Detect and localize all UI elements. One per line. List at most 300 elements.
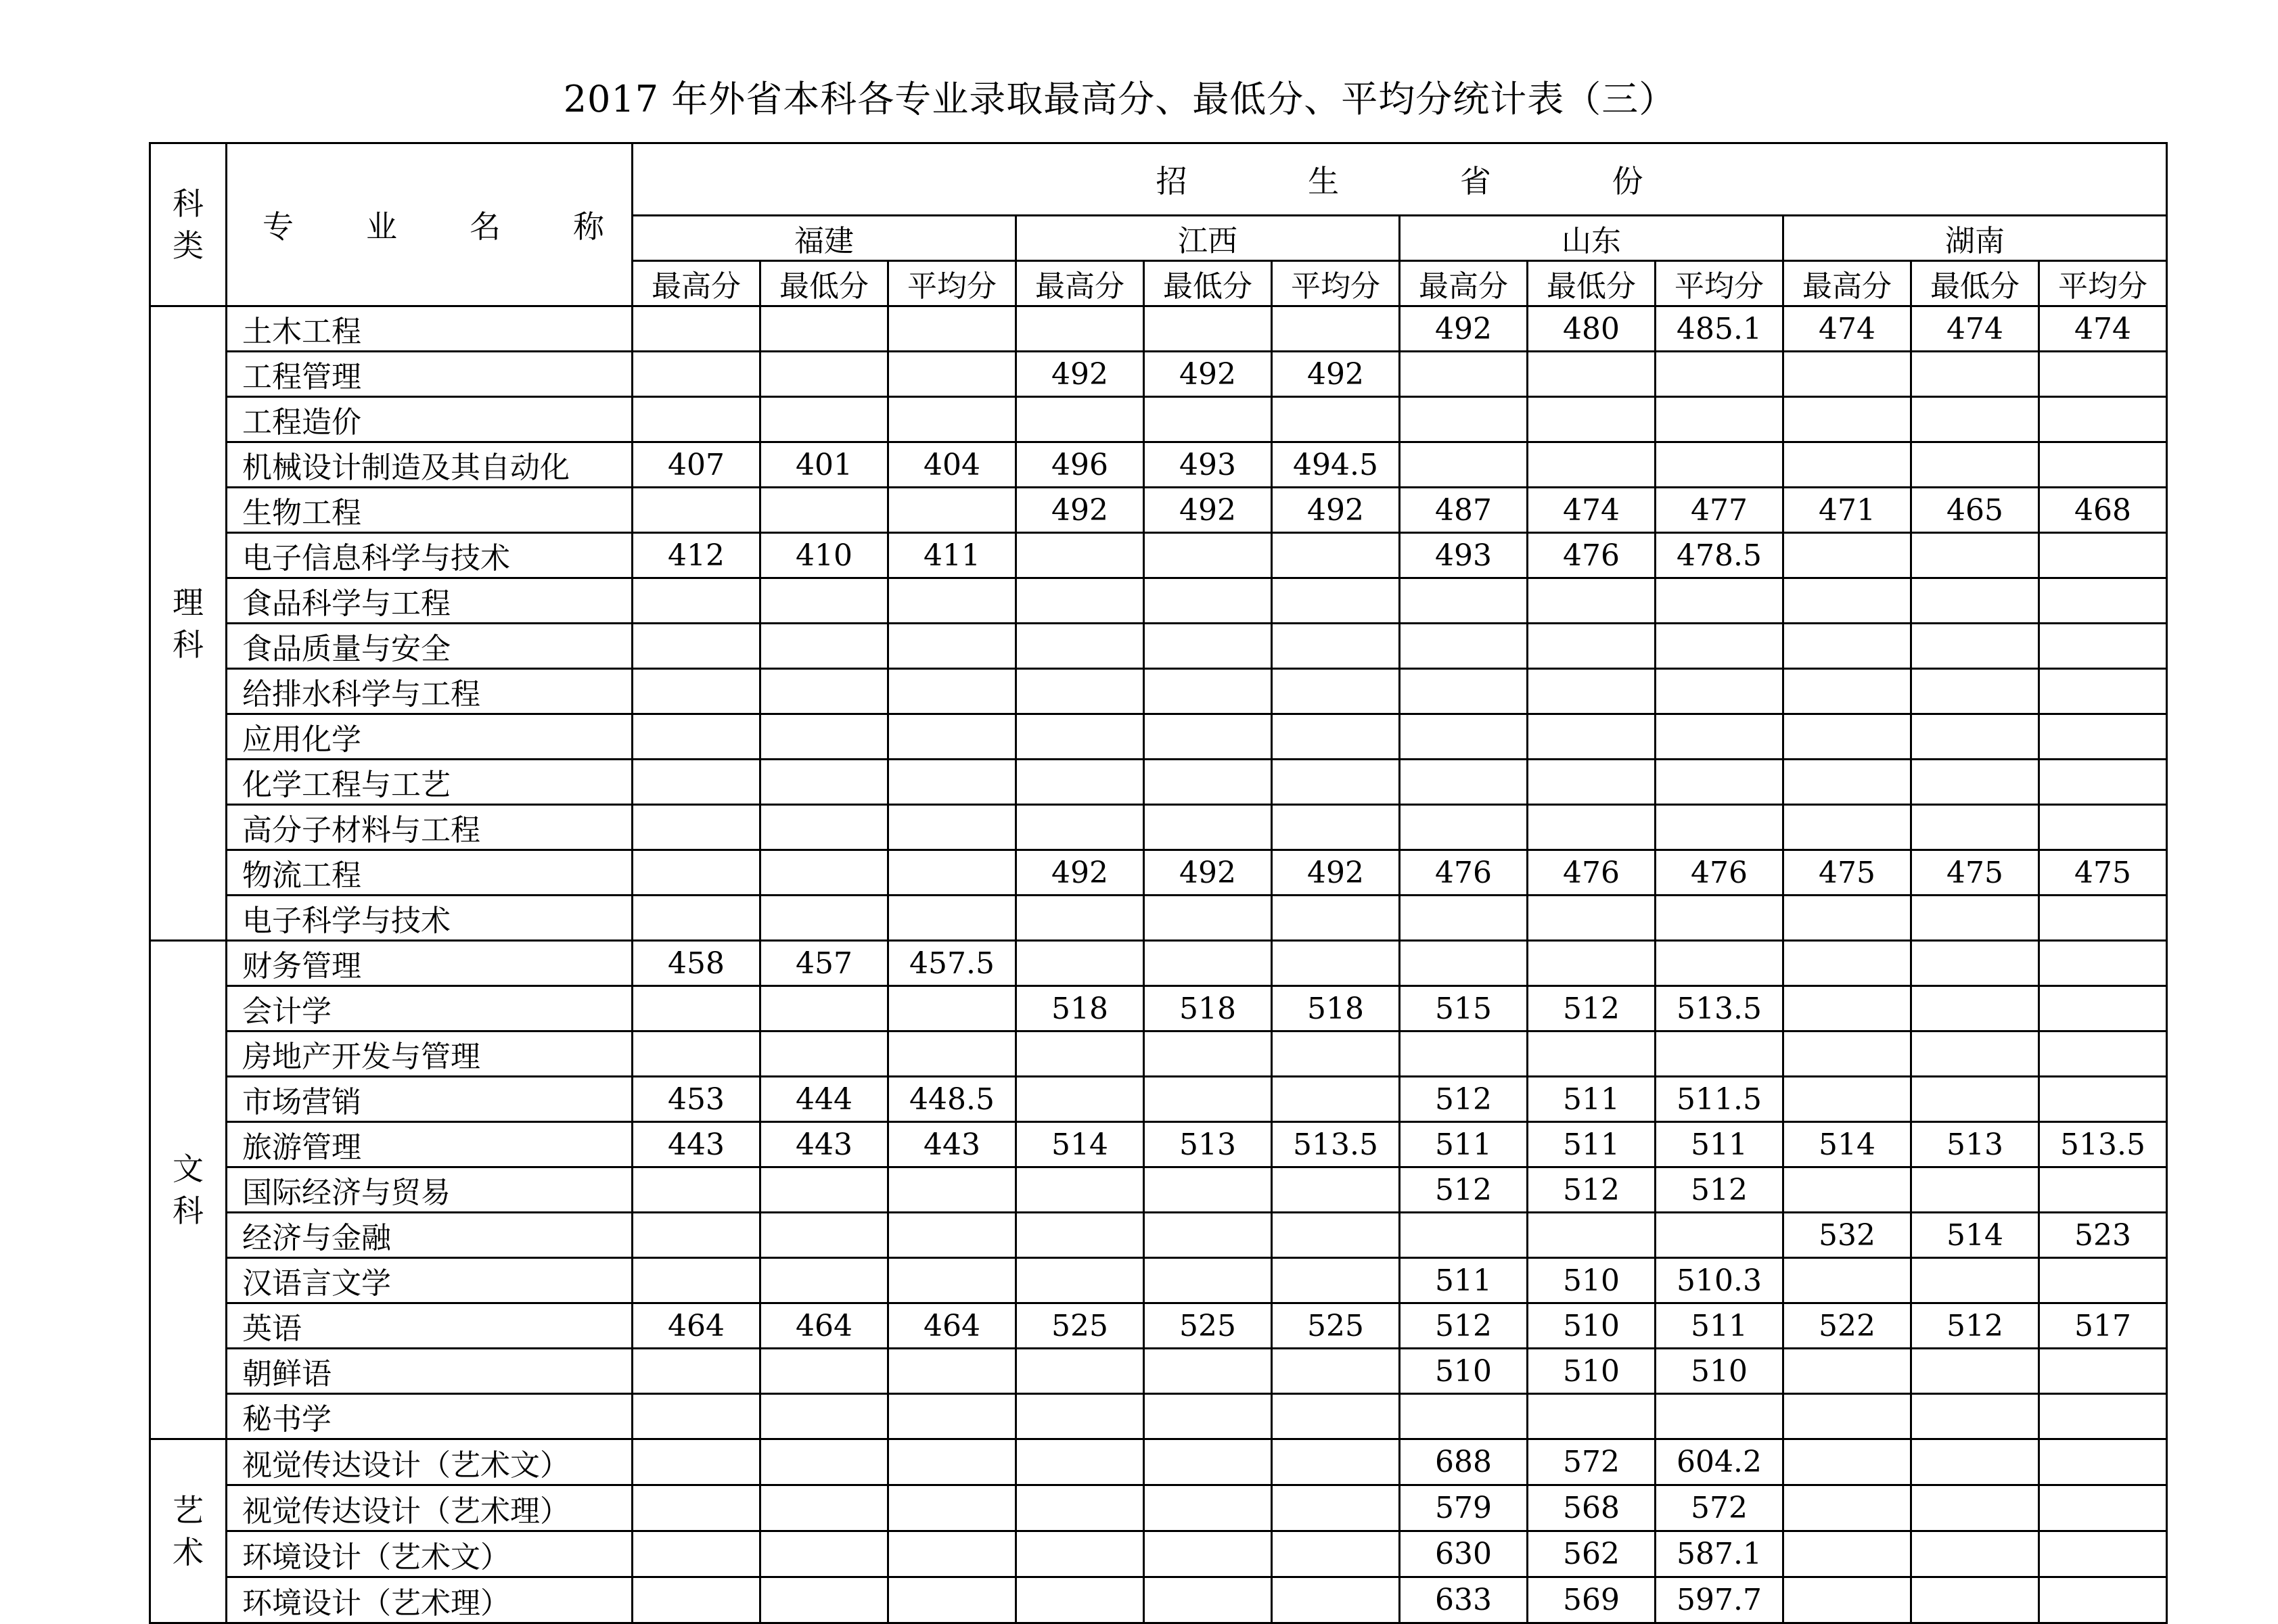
score-cell — [1144, 1213, 1272, 1258]
major-name-cell: 市场营销 — [227, 1077, 633, 1122]
score-cell: 512 — [1400, 1167, 1528, 1213]
category-label: 文科 — [173, 1151, 204, 1229]
score-cell: 493 — [1144, 442, 1272, 488]
table-row — [150, 488, 2167, 533]
score-cell — [1783, 669, 1911, 714]
score-cell — [1272, 760, 1400, 805]
score-cell: 572 — [1528, 1439, 1656, 1485]
score-cell: 604.2 — [1656, 1439, 1783, 1485]
score-cell — [1911, 669, 2039, 714]
score-cell — [1144, 1258, 1272, 1303]
table-row — [150, 805, 2167, 850]
category-cell — [150, 1439, 227, 1623]
table-row — [150, 896, 2167, 941]
score-cell — [1783, 714, 1911, 760]
score-cell — [2039, 941, 2167, 986]
score-cell — [1783, 1485, 1911, 1531]
score-cell — [2039, 986, 2167, 1031]
score-cell — [2039, 1485, 2167, 1531]
score-cell — [1656, 442, 1783, 488]
major-name-cell: 秘书学 — [227, 1394, 633, 1439]
table-row — [150, 1531, 2167, 1577]
score-cell — [1144, 896, 1272, 941]
score-cell — [1656, 1031, 1783, 1077]
score-cell — [888, 397, 1016, 442]
score-cell: 476 — [1528, 533, 1656, 578]
score-cell: 525 — [1016, 1303, 1144, 1349]
score-cell: 512 — [1656, 1167, 1783, 1213]
score-cell: 511 — [1400, 1258, 1528, 1303]
score-cell — [1144, 1439, 1272, 1485]
table-row — [150, 306, 2167, 352]
score-cell — [760, 714, 888, 760]
score-cell — [1400, 896, 1528, 941]
score-cell: 494.5 — [1272, 442, 1400, 488]
score-cell — [888, 1394, 1016, 1439]
score-cell — [633, 1349, 760, 1394]
score-cell: 443 — [888, 1122, 1016, 1167]
score-cell — [888, 896, 1016, 941]
score-cell — [1272, 714, 1400, 760]
score-cell — [760, 624, 888, 669]
score-cell: 514 — [1016, 1122, 1144, 1167]
score-cell — [1656, 805, 1783, 850]
score-cell — [888, 306, 1016, 352]
score-cell — [1400, 1031, 1528, 1077]
score-cell — [2039, 1439, 2167, 1485]
score-cell: 522 — [1783, 1303, 1911, 1349]
score-cell — [888, 714, 1016, 760]
score-cell — [1272, 1577, 1400, 1623]
score-cell: 457 — [760, 941, 888, 986]
score-cell: 515 — [1400, 986, 1528, 1031]
score-cell: 512 — [1911, 1303, 2039, 1349]
score-cell — [2039, 714, 2167, 760]
score-cell — [1400, 805, 1528, 850]
score-cell — [760, 1258, 888, 1303]
table-row — [150, 941, 2167, 986]
score-cell — [1783, 896, 1911, 941]
score-cell: 562 — [1528, 1531, 1656, 1577]
score-cell — [1783, 805, 1911, 850]
score-cell — [1400, 578, 1528, 624]
major-name-cell: 食品质量与安全 — [227, 624, 633, 669]
score-cell — [1911, 1167, 2039, 1213]
score-cell — [633, 896, 760, 941]
score-cell: 512 — [1528, 986, 1656, 1031]
table-row — [150, 1485, 2167, 1531]
score-cell — [1911, 1349, 2039, 1394]
score-cell — [888, 1439, 1016, 1485]
score-cell: 475 — [1911, 850, 2039, 896]
score-cell — [1272, 1167, 1400, 1213]
score-label-max: 最高分 — [1016, 261, 1144, 306]
score-cell: 492 — [1144, 352, 1272, 397]
score-cell — [1528, 760, 1656, 805]
score-cell — [1016, 533, 1144, 578]
score-cell — [1016, 1213, 1144, 1258]
score-cell: 475 — [1783, 850, 1911, 896]
major-name-cell: 工程造价 — [227, 397, 633, 442]
score-cell — [888, 805, 1016, 850]
score-cell — [1528, 896, 1656, 941]
score-cell — [633, 669, 760, 714]
score-cell — [1400, 442, 1528, 488]
score-cell: 510 — [1528, 1349, 1656, 1394]
score-cell — [2039, 669, 2167, 714]
score-cell — [1656, 397, 1783, 442]
score-cell — [1783, 1349, 1911, 1394]
major-name-cell: 旅游管理 — [227, 1122, 633, 1167]
score-cell — [633, 850, 760, 896]
score-label-avg: 平均分 — [888, 261, 1016, 306]
score-cell — [1016, 805, 1144, 850]
score-cell — [1528, 669, 1656, 714]
score-cell — [1656, 1213, 1783, 1258]
score-cell: 471 — [1783, 488, 1911, 533]
score-cell — [1528, 442, 1656, 488]
score-cell — [2039, 1531, 2167, 1577]
score-cell — [1783, 941, 1911, 986]
score-cell — [1400, 397, 1528, 442]
score-cell — [1272, 1485, 1400, 1531]
score-cell — [1144, 941, 1272, 986]
major-header-char: 专 — [263, 208, 294, 245]
score-cell: 513.5 — [2039, 1122, 2167, 1167]
score-cell — [633, 488, 760, 533]
score-cell — [760, 397, 888, 442]
score-cell — [1272, 533, 1400, 578]
score-cell: 518 — [1016, 986, 1144, 1031]
score-cell — [1272, 306, 1400, 352]
score-cell: 411 — [888, 533, 1016, 578]
table-row — [150, 669, 2167, 714]
score-cell — [1528, 578, 1656, 624]
score-cell: 511.5 — [1656, 1077, 1783, 1122]
score-cell — [1016, 1531, 1144, 1577]
table-row — [150, 1122, 2167, 1167]
score-cell — [2039, 1577, 2167, 1623]
score-cell — [1144, 669, 1272, 714]
score-cell — [633, 986, 760, 1031]
score-cell: 404 — [888, 442, 1016, 488]
score-cell: 444 — [760, 1077, 888, 1122]
score-cell — [1016, 1077, 1144, 1122]
score-cell: 464 — [888, 1303, 1016, 1349]
score-cell — [1016, 1485, 1144, 1531]
category-label: 理科 — [173, 584, 204, 663]
score-cell — [760, 1485, 888, 1531]
score-cell — [1783, 760, 1911, 805]
score-cell — [1528, 805, 1656, 850]
score-cell — [1272, 1213, 1400, 1258]
score-cell — [1144, 397, 1272, 442]
score-cell — [2039, 1167, 2167, 1213]
score-label-min: 最低分 — [1911, 261, 2039, 306]
score-cell — [760, 669, 888, 714]
table-row — [150, 1303, 2167, 1349]
score-cell — [1783, 1258, 1911, 1303]
major-name-cell: 英语 — [227, 1303, 633, 1349]
major-header-char: 业 — [366, 208, 397, 245]
score-cell — [1272, 1031, 1400, 1077]
score-cell — [633, 397, 760, 442]
score-cell — [1911, 1077, 2039, 1122]
score-cell — [2039, 1349, 2167, 1394]
score-cell — [2039, 1077, 2167, 1122]
score-cell — [633, 1213, 760, 1258]
score-cell: 485.1 — [1656, 306, 1783, 352]
score-cell — [2039, 397, 2167, 442]
major-name-cell: 给排水科学与工程 — [227, 669, 633, 714]
score-cell: 492 — [1016, 850, 1144, 896]
score-cell — [2039, 1394, 2167, 1439]
score-cell — [760, 578, 888, 624]
score-cell — [888, 669, 1016, 714]
score-cell — [1783, 1531, 1911, 1577]
major-name-header — [227, 143, 633, 306]
score-cell — [1528, 1031, 1656, 1077]
score-cell: 572 — [1656, 1485, 1783, 1531]
score-cell: 465 — [1911, 488, 2039, 533]
score-cell — [760, 805, 888, 850]
score-cell: 513.5 — [1272, 1122, 1400, 1167]
score-cell — [633, 760, 760, 805]
category-cell — [150, 941, 227, 1439]
score-cell: 518 — [1272, 986, 1400, 1031]
major-name-cell: 会计学 — [227, 986, 633, 1031]
score-cell — [1783, 624, 1911, 669]
score-label-avg: 平均分 — [1272, 261, 1400, 306]
major-name-cell: 高分子材料与工程 — [227, 805, 633, 850]
score-cell — [1016, 1258, 1144, 1303]
score-cell: 510 — [1656, 1349, 1783, 1394]
score-cell: 492 — [1144, 488, 1272, 533]
score-cell — [1272, 624, 1400, 669]
score-cell — [1783, 1167, 1911, 1213]
score-cell: 511 — [1656, 1122, 1783, 1167]
score-cell: 512 — [1400, 1077, 1528, 1122]
table-row — [150, 1258, 2167, 1303]
major-name-cell: 视觉传达设计（艺术理） — [227, 1485, 633, 1531]
score-cell — [1911, 397, 2039, 442]
score-cell: 474 — [1911, 306, 2039, 352]
score-cell: 633 — [1400, 1577, 1528, 1623]
score-cell — [1783, 533, 1911, 578]
score-cell — [1016, 624, 1144, 669]
score-cell — [633, 1577, 760, 1623]
major-name-cell: 经济与金融 — [227, 1213, 633, 1258]
score-cell — [1783, 352, 1911, 397]
score-cell: 476 — [1528, 850, 1656, 896]
score-cell — [633, 352, 760, 397]
major-name-cell: 房地产开发与管理 — [227, 1031, 633, 1077]
score-cell: 492 — [1272, 352, 1400, 397]
score-cell: 453 — [633, 1077, 760, 1122]
score-cell — [888, 1485, 1016, 1531]
major-name-cell: 汉语言文学 — [227, 1258, 633, 1303]
category-header — [150, 143, 227, 306]
score-cell: 492 — [1144, 850, 1272, 896]
score-cell — [1911, 442, 2039, 488]
score-cell — [633, 1394, 760, 1439]
score-cell — [1144, 306, 1272, 352]
score-cell — [760, 352, 888, 397]
score-cell — [633, 578, 760, 624]
score-cell: 492 — [1272, 850, 1400, 896]
province-group-char: 份 — [1612, 163, 1643, 200]
score-cell — [633, 1531, 760, 1577]
score-cell: 597.7 — [1656, 1577, 1783, 1623]
score-cell — [1272, 941, 1400, 986]
score-cell — [633, 1439, 760, 1485]
table-row — [150, 760, 2167, 805]
score-cell — [1783, 986, 1911, 1031]
score-cell — [1911, 941, 2039, 986]
score-cell: 511 — [1528, 1122, 1656, 1167]
score-cell — [1144, 1485, 1272, 1531]
score-cell — [1400, 941, 1528, 986]
score-cell — [1400, 624, 1528, 669]
score-cell — [1016, 896, 1144, 941]
score-cell — [1656, 714, 1783, 760]
score-cell: 523 — [2039, 1213, 2167, 1258]
score-cell — [2039, 760, 2167, 805]
score-cell — [760, 850, 888, 896]
score-cell: 492 — [1272, 488, 1400, 533]
score-cell — [1016, 941, 1144, 986]
major-header-char: 名 — [470, 208, 501, 245]
score-cell — [633, 1485, 760, 1531]
major-name-cell: 土木工程 — [227, 306, 633, 352]
score-cell — [1911, 533, 2039, 578]
score-cell — [1656, 1394, 1783, 1439]
score-cell — [1144, 624, 1272, 669]
table-row — [150, 1031, 2167, 1077]
score-cell — [1783, 397, 1911, 442]
score-cell — [888, 760, 1016, 805]
score-cell — [1144, 1031, 1272, 1077]
table-row — [150, 850, 2167, 896]
province-group-char: 生 — [1308, 163, 1340, 200]
score-cell — [888, 1577, 1016, 1623]
category-cell — [150, 306, 227, 941]
score-cell — [888, 624, 1016, 669]
score-label-max: 最高分 — [633, 261, 760, 306]
table-row — [150, 1167, 2167, 1213]
score-cell — [1656, 896, 1783, 941]
score-cell — [2039, 578, 2167, 624]
score-cell — [1400, 1213, 1528, 1258]
score-cell — [1783, 442, 1911, 488]
score-cell: 569 — [1528, 1577, 1656, 1623]
score-cell: 443 — [633, 1122, 760, 1167]
score-cell: 510 — [1400, 1349, 1528, 1394]
score-cell: 513 — [1144, 1122, 1272, 1167]
major-name-cell: 朝鲜语 — [227, 1349, 633, 1394]
score-cell: 477 — [1656, 488, 1783, 533]
score-cell — [1400, 1394, 1528, 1439]
score-cell — [1016, 760, 1144, 805]
score-cell — [1528, 352, 1656, 397]
score-label-max: 最高分 — [1783, 261, 1911, 306]
score-cell — [888, 1258, 1016, 1303]
score-cell: 513.5 — [1656, 986, 1783, 1031]
score-cell — [1144, 1531, 1272, 1577]
score-cell: 511 — [1656, 1303, 1783, 1349]
score-cell — [1144, 533, 1272, 578]
score-cell — [1272, 1394, 1400, 1439]
score-cell: 476 — [1656, 850, 1783, 896]
score-cell — [1272, 1349, 1400, 1394]
score-cell — [1144, 1577, 1272, 1623]
score-cell — [1911, 896, 2039, 941]
score-cell — [1144, 578, 1272, 624]
score-cell: 512 — [1400, 1303, 1528, 1349]
table-row — [150, 442, 2167, 488]
table-row — [150, 1213, 2167, 1258]
score-cell: 474 — [2039, 306, 2167, 352]
score-label-avg: 平均分 — [1656, 261, 1783, 306]
score-cell — [760, 1349, 888, 1394]
score-cell — [2039, 1258, 2167, 1303]
score-cell — [1656, 624, 1783, 669]
score-cell — [633, 306, 760, 352]
major-name-cell: 机械设计制造及其自动化 — [227, 442, 633, 488]
score-cell: 474 — [1783, 306, 1911, 352]
score-cell: 587.1 — [1656, 1531, 1783, 1577]
major-name-cell: 应用化学 — [227, 714, 633, 760]
score-cell — [1911, 714, 2039, 760]
major-name-cell: 环境设计（艺术文） — [227, 1531, 633, 1577]
score-cell — [633, 1031, 760, 1077]
score-cell: 475 — [2039, 850, 2167, 896]
score-cell: 474 — [1528, 488, 1656, 533]
score-cell — [1144, 1167, 1272, 1213]
score-cell — [1272, 669, 1400, 714]
score-cell — [760, 488, 888, 533]
score-cell — [1272, 896, 1400, 941]
score-cell: 514 — [1911, 1213, 2039, 1258]
major-name-cell: 物流工程 — [227, 850, 633, 896]
score-cell — [1911, 1577, 2039, 1623]
score-label-min: 最低分 — [760, 261, 888, 306]
score-cell — [1400, 352, 1528, 397]
table-row — [150, 533, 2167, 578]
score-cell — [1016, 1394, 1144, 1439]
score-cell — [888, 352, 1016, 397]
score-cell — [1144, 1394, 1272, 1439]
score-cell — [1016, 306, 1144, 352]
score-cell — [1783, 1439, 1911, 1485]
score-cell — [1528, 397, 1656, 442]
major-name-cell: 环境设计（艺术理） — [227, 1577, 633, 1623]
score-cell — [1783, 1077, 1911, 1122]
score-cell — [633, 714, 760, 760]
score-cell: 630 — [1400, 1531, 1528, 1577]
score-cell — [1272, 1077, 1400, 1122]
score-cell: 492 — [1016, 488, 1144, 533]
admission-score-table — [149, 142, 2168, 1624]
score-cell — [888, 1349, 1016, 1394]
score-cell: 478.5 — [1656, 533, 1783, 578]
score-cell — [1783, 1031, 1911, 1077]
score-cell — [1656, 941, 1783, 986]
score-cell: 513 — [1911, 1122, 2039, 1167]
score-cell — [888, 488, 1016, 533]
score-cell: 492 — [1016, 352, 1144, 397]
score-cell: 487 — [1400, 488, 1528, 533]
